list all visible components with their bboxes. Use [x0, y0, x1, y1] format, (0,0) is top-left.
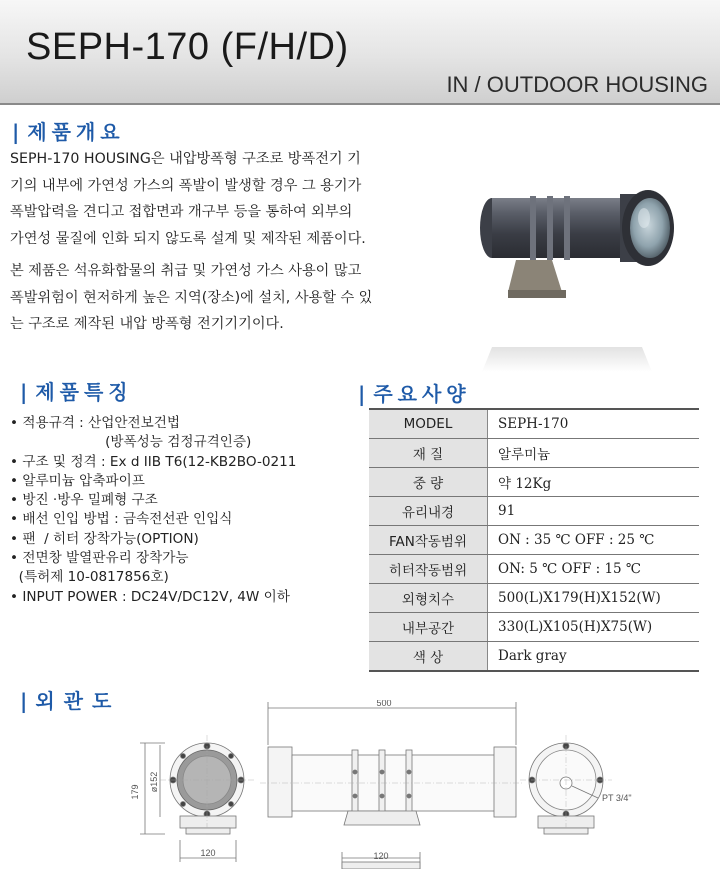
spec-row	[369, 439, 699, 468]
overview-line: 본 제품은 석유화합물의 취급 및 가연성 가스 사용이 많고	[10, 263, 362, 279]
spec-row	[369, 584, 699, 613]
spec-value: ON: 5 ℃ OFF : 15 ℃	[488, 555, 700, 584]
spec-key: 색 상	[369, 642, 488, 672]
heading-bar: |	[358, 382, 366, 406]
feature-item: • 팬 / 히터 장착가능(OPTION)	[10, 530, 199, 547]
page-title: SEPH-170 (F/H/D)	[26, 26, 349, 68]
spec-key: 내부공간	[369, 613, 488, 642]
feature-item: (방폭성능 검정규격인증)	[10, 434, 252, 451]
specs-heading-text: 주요사양	[373, 382, 471, 406]
spec-key: 히터작동범위	[369, 555, 488, 584]
features-heading	[20, 376, 133, 405]
spec-key: 유리내경	[369, 497, 488, 526]
feature-item: • 구조 및 정격 : Ex d IIB T6(12-KB2BO-0211	[10, 453, 297, 470]
spec-value: 약 12Kg	[488, 468, 700, 497]
overview-line: 기의 내부에 가연성 가스의 폭발이 발생할 경우 그 용기가	[10, 177, 362, 194]
page-header	[0, 0, 720, 105]
overview-paragraph-2	[10, 258, 450, 338]
overview-line: 폭발위험이 현저하게 높은 지역(장소)에 설치, 사용할 수 있	[10, 289, 373, 306]
spec-key: 중 량	[369, 468, 488, 497]
spec-row	[369, 497, 699, 526]
spec-key: 외형치수	[369, 584, 488, 613]
spec-row	[369, 409, 699, 439]
spec-row	[369, 613, 699, 642]
page-subtitle: IN / OUTDOOR HOUSING	[446, 72, 708, 97]
feature-item: • INPUT POWER : DC24V/DC12V, 4W 이하	[10, 588, 290, 605]
dim-length: 500	[376, 700, 392, 708]
heading-bar: |	[20, 380, 28, 404]
feature-item: • 적용규격 : 산업안전보건법	[10, 415, 181, 431]
spec-row	[369, 468, 699, 497]
product-photo	[452, 172, 688, 372]
feature-item: • 알루미늄 압축파이프	[10, 472, 145, 489]
overview-paragraph-1	[10, 146, 450, 252]
spec-row	[369, 642, 699, 672]
overview-line: 는 구조로 제작된 내압 방폭형 전기기기이다.	[10, 316, 284, 332]
feature-item: • 배선 인입 방법 : 금속전선관 인입식	[10, 511, 233, 528]
features-list	[10, 414, 360, 607]
heading-bar: |	[20, 689, 28, 713]
spec-row	[369, 526, 699, 555]
spec-table	[369, 408, 699, 672]
spec-key: FAN작동범위	[369, 526, 488, 555]
overview-line: 폭발압력을 견디고 접합면과 개구부 등을 통하여 외부의	[10, 204, 353, 220]
dim-diameter: ø152	[149, 771, 159, 793]
dim-base-front: 120	[200, 848, 216, 858]
spec-value: ON : 35 ℃ OFF : 25 ℃	[488, 526, 700, 555]
specs-heading	[358, 378, 471, 407]
overview-line: SEPH-170 HOUSING은 내압방폭형 구조로 방폭전기 기	[10, 151, 361, 167]
spec-value: SEPH-170	[488, 409, 700, 439]
spec-row	[369, 555, 699, 584]
spec-value: 알루미늄	[488, 439, 700, 468]
overview-line: 가연성 물질에 인화 되지 않도록 설계 및 제작된 제품이다.	[10, 230, 366, 247]
spec-value: 330(L)X105(H)X75(W)	[488, 613, 700, 642]
overview-heading-text: 제품개요	[27, 120, 125, 144]
features-heading-text: 제품특징	[35, 380, 133, 404]
feature-item: (특허제 10-0817856호)	[10, 569, 169, 586]
spec-key: MODEL	[369, 409, 488, 439]
exterior-heading-text: 외관도	[35, 689, 121, 713]
feature-item: • 방진 ·방우 밀폐형 구조	[10, 492, 158, 509]
feature-item: • 전면창 발열판유리 장착가능	[10, 550, 189, 567]
dim-port: PT 3/4"	[602, 793, 632, 803]
exterior-drawing	[120, 700, 680, 869]
spec-value: Dark gray	[488, 642, 700, 672]
heading-bar: |	[12, 120, 20, 144]
spec-key: 재 질	[369, 439, 488, 468]
spec-value: 500(L)X179(H)X152(W)	[488, 584, 700, 613]
dim-height: 179	[130, 784, 140, 800]
overview-heading	[12, 116, 125, 145]
dim-base-bottom: 120	[373, 851, 389, 861]
exterior-heading	[20, 685, 120, 714]
spec-value: 91	[488, 497, 700, 526]
